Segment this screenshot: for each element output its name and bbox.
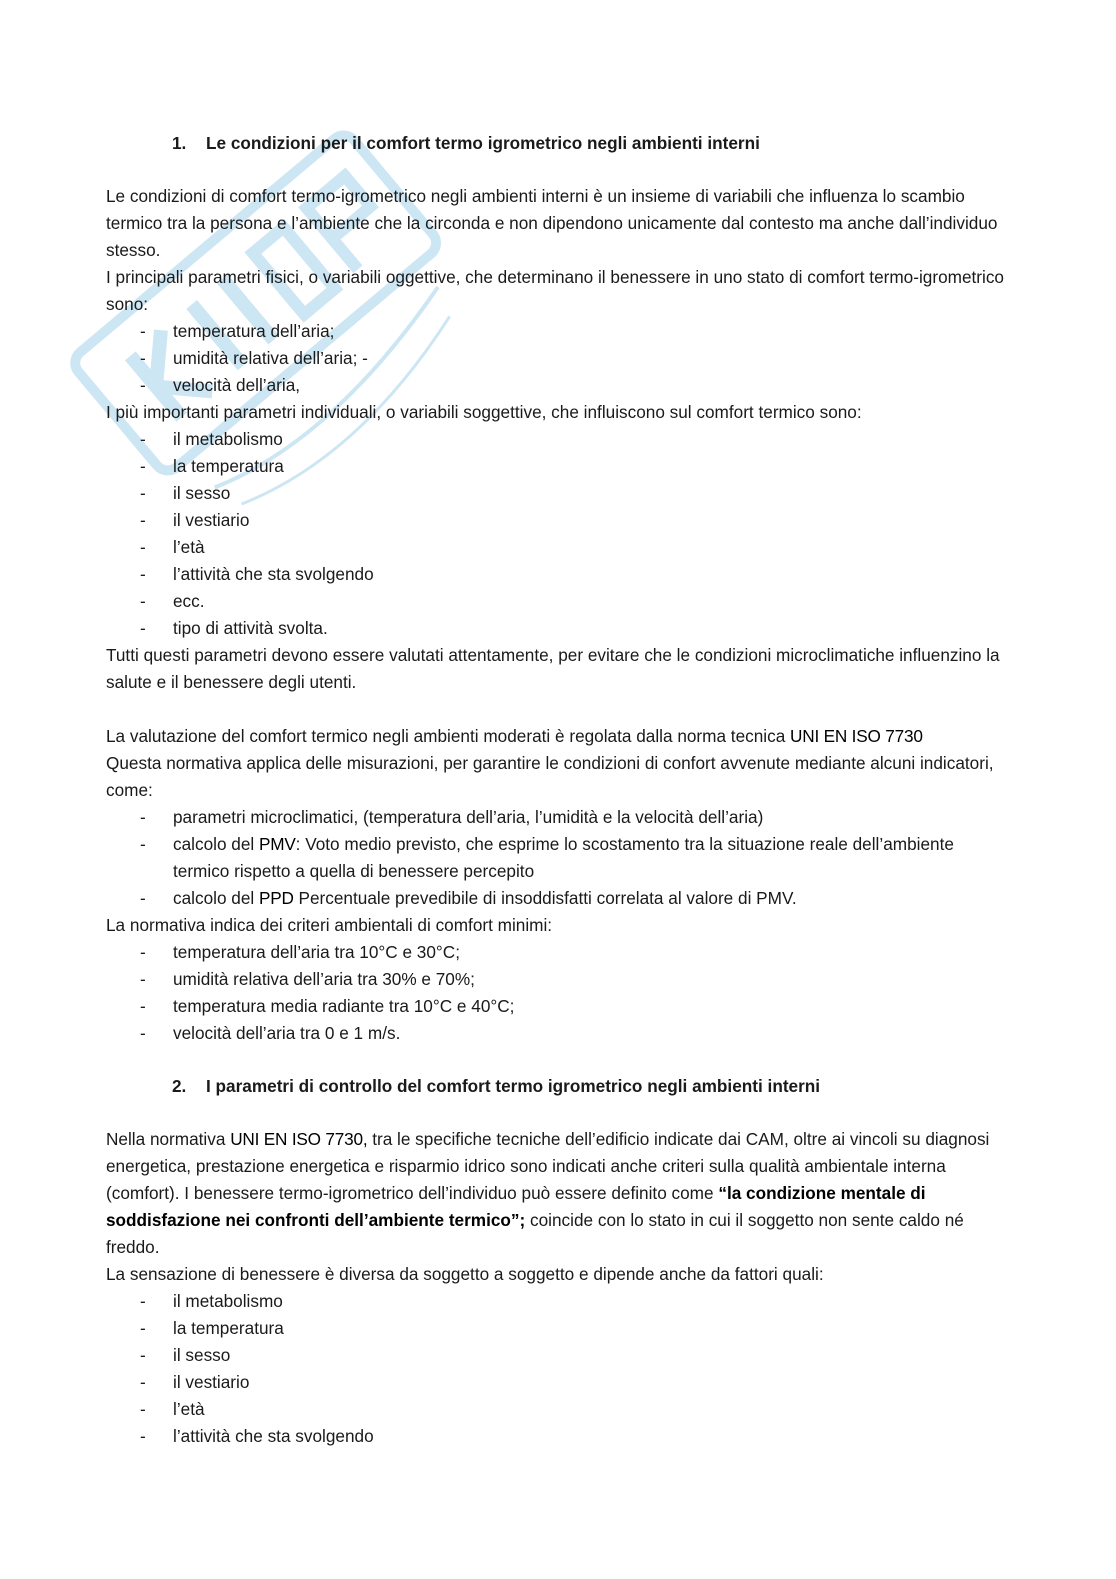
list-item: - il sesso (140, 1345, 231, 1365)
section-2-title: I parametri di controllo del comfort termo igrometrico negli ambienti interni (206, 1076, 821, 1096)
section-2-heading (106, 1073, 1006, 1100)
section-1-paragraph-3: I più importanti parametri individuali, o variabili soggettive, che influiscono sul comfort termico sono: (106, 402, 862, 422)
subjective-variables-list (106, 426, 1006, 642)
list-item: - tipo di attività svolta. (140, 618, 328, 638)
pmv-term: PMV (259, 834, 296, 854)
section-1-title: Le condizioni per il comfort termo igrometrico negli ambienti interni (206, 133, 760, 153)
section-2-paragraph-1: Nella normativa UNI EN ISO 7730, tra le specifiche tecniche dell’edificio indicate dai CAM, oltre ai vincoli su diagnosi energetica, prestazione energetica e risparmio idrico sono indicati anche criteri sulla qualità ambientale interna (comfort). I benessere termo-igrometrico dell’individuo può essere definito come “la condizione mentale di soddisfazione nei confronti dell’ambiente termico”; coincide con lo stato in cui il soggetto non sente caldo né freddo. (106, 1129, 990, 1257)
section-2-paragraph-2: La sensazione di benessere è diversa da soggetto a soggetto e dipende anche da fattori quali: (106, 1264, 824, 1284)
list-item: - umidità relativa dell’aria tra 30% e 70%; (140, 969, 475, 989)
objective-variables-list (106, 318, 1006, 399)
list-item: - il vestiario (140, 1372, 250, 1392)
list-item: - calcolo del PMV: Voto medio previsto, che esprime lo scostamento tra la situazione reale dell’ambiente termico rispetto a quella di benessere percepito (140, 834, 954, 881)
section-1-paragraph-4: Tutti questi parametri devono essere valutati attentamente, per evitare che le condizioni microclimatiche influenzino la salute e il benessere degli utenti. (106, 645, 1000, 692)
list-item: - umidità relativa dell’aria; - (140, 348, 368, 368)
section-1-paragraph-2: I principali parametri fisici, o variabili oggettive, che determinano il benessere in uno stato di comfort termo-igrometrico sono: (106, 267, 1004, 314)
list-item: - la temperatura (140, 1318, 284, 1338)
list-item: - l’età (140, 1399, 205, 1419)
list-item: - il sesso (140, 483, 231, 503)
section-1-paragraph-7: La normativa indica dei criteri ambientali di comfort minimi: (106, 915, 553, 935)
list-item: - velocità dell’aria tra 0 e 1 m/s. (140, 1023, 401, 1043)
list-item: - l’attività che sta svolgendo (140, 1426, 374, 1446)
list-item: - il vestiario (140, 510, 250, 530)
section-1-number: 1. (172, 133, 187, 153)
norm-reference: UNI EN ISO 7730, (230, 1129, 368, 1149)
ppd-term: PPD (259, 888, 294, 908)
list-item: - il metabolismo (140, 1291, 283, 1311)
section-1-paragraph-6: Questa normativa applica delle misurazioni, per garantire le condizioni di confort avvenute mediante alcuni indicatori, come: (106, 753, 994, 800)
list-item: - calcolo del PPD Percentuale prevedibile di insoddisfatti correlata al valore di PMV. (140, 888, 797, 908)
list-item: - temperatura dell’aria; (140, 321, 335, 341)
list-item: - l’età (140, 537, 205, 557)
list-item: - l’attività che sta svolgendo (140, 564, 374, 584)
norm-reference: UNI EN ISO 7730 (790, 726, 923, 746)
wellbeing-factors-list (106, 1288, 1006, 1450)
list-item: - temperatura dell’aria tra 10°C e 30°C; (140, 942, 460, 962)
definition-quote: “la condizione mentale di soddisfazione nei confronti dell’ambiente termico”; (106, 1183, 926, 1230)
section-2-number: 2. (172, 1076, 187, 1096)
section-1-paragraph-5: La valutazione del comfort termico negli ambienti moderati è regolata dalla norma tecnica UNI EN ISO 7730 (106, 726, 923, 746)
list-item: - ecc. (140, 591, 205, 611)
list-item: - velocità dell’aria, (140, 375, 301, 395)
indicators-list (106, 804, 1006, 912)
list-item: - la temperatura (140, 456, 284, 476)
list-item: - il metabolismo (140, 429, 283, 449)
section-1-heading (106, 130, 1006, 157)
comfort-criteria-list (106, 939, 1006, 1047)
document-body (106, 130, 1006, 1450)
list-item: - parametri microclimatici, (temperatura dell’aria, l’umidità e la velocità dell’aria) (140, 807, 764, 827)
section-1-paragraph-1: Le condizioni di comfort termo-igrometrico negli ambienti interni è un insieme di variabili che influenza lo scambio termico tra la persona e l’ambiente che la circonda e non dipendono unicamente dal contesto ma anche dall’individuo stesso. (106, 186, 998, 260)
list-item: - temperatura media radiante tra 10°C e 40°C; (140, 996, 515, 1016)
